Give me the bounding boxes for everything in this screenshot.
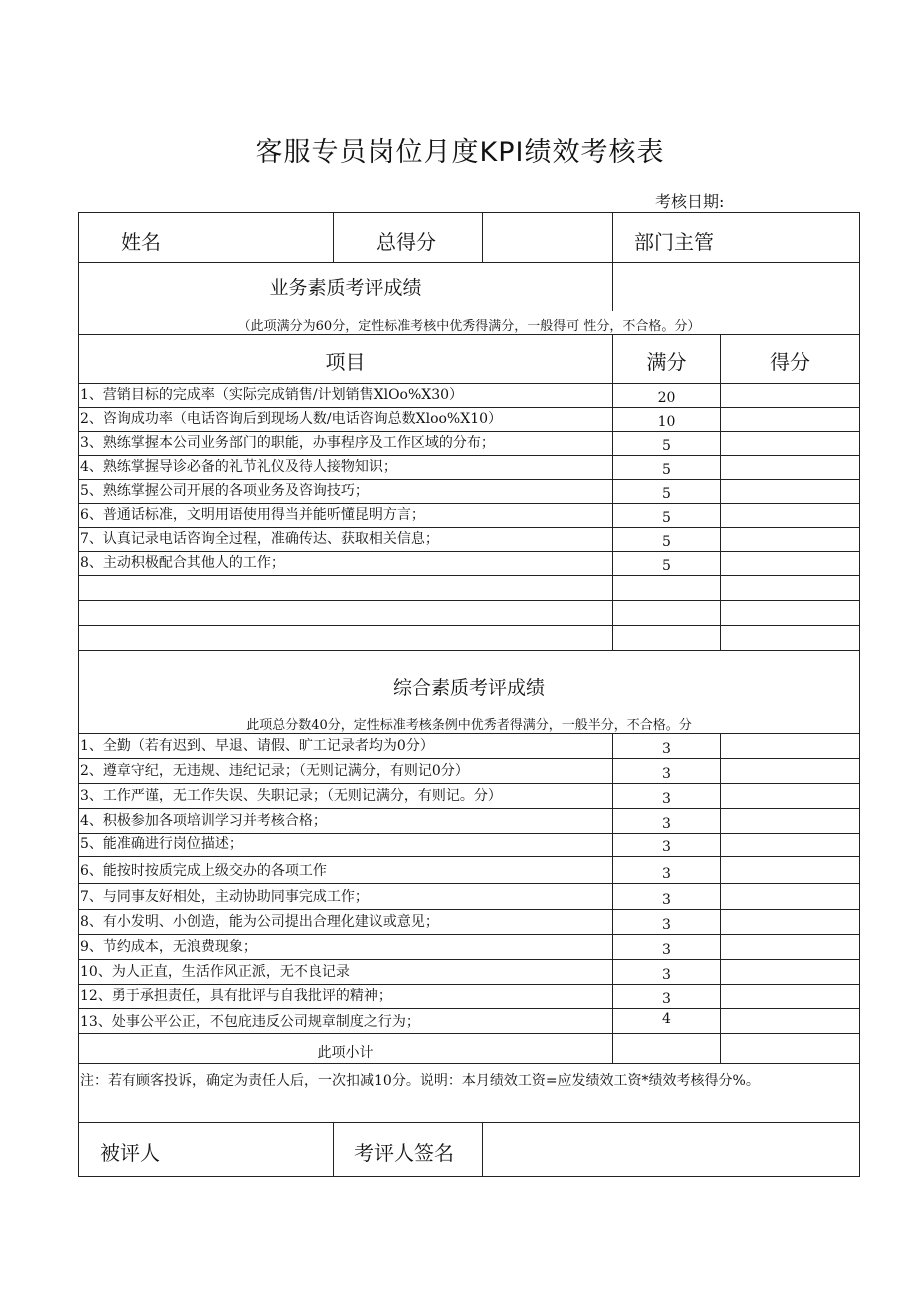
overall-note: 此项总分数40分，定性标准考核条例中优秀者得满分，一般半分，不合格。分: [246, 718, 692, 733]
item-text: 7、认真记录电话咨询全过程，准确传达、获取相关信息；: [80, 531, 439, 547]
item-got-score[interactable]: [720, 935, 859, 959]
item-text: 5、能准确进行岗位描述；: [80, 836, 243, 852]
item-text: 12、勇于承担责任，具有批评与自我批评的精神；: [80, 988, 392, 1004]
item-text: 2、遵章守纪，无违规、违纪记录；（无则记满分，有则记0分）: [80, 763, 469, 779]
table-row: [78, 503, 860, 527]
item-full-score[interactable]: [612, 576, 720, 600]
item-full-score: 5: [612, 480, 720, 503]
item-text[interactable]: [79, 576, 612, 600]
footnote: 注：若有顾客投诉，确定为责任人后，一次扣减10分。说明：本月绩效工资=应发绩效工资*绩效考核得分%。: [80, 1073, 760, 1089]
total-score-value[interactable]: [482, 213, 612, 262]
item-text: 6、能按时按质完成上级交办的各项工作: [80, 863, 327, 879]
signature-row: [78, 1122, 860, 1177]
item-got-score[interactable]: [720, 734, 859, 758]
item-text[interactable]: [79, 601, 612, 625]
item-text: 2、咨询成功率（电话咨询后到现场人数/电话咨询总数Xloo%X10）: [80, 411, 503, 427]
subtotal-full[interactable]: [612, 1034, 720, 1063]
item-text[interactable]: [79, 626, 612, 650]
item-full-score: 3: [612, 910, 720, 934]
item-full-score: 3: [612, 857, 720, 883]
item-text: 1、营销目标的完成率（实际完成销售/计划销售XlOo%X30）: [80, 387, 464, 403]
table-row: [78, 527, 860, 551]
item-full-score: 3: [612, 935, 720, 959]
item-got-score[interactable]: [720, 834, 859, 856]
item-got-score[interactable]: [720, 408, 859, 431]
item-full-score: 3: [612, 960, 720, 984]
table-row: [78, 856, 860, 883]
total-score-label: 总得分: [333, 213, 482, 262]
header-row: [78, 212, 860, 262]
table-row: [78, 733, 860, 758]
item-full-score: 4: [612, 1009, 720, 1033]
item-got-score[interactable]: [720, 960, 859, 984]
item-got-score[interactable]: [720, 504, 859, 527]
item-got-score[interactable]: [720, 857, 859, 883]
table-row: [78, 407, 860, 431]
evaluator-label: 考评人签名: [333, 1123, 482, 1176]
item-got-score[interactable]: [720, 626, 859, 650]
subtotal-row: [78, 1033, 860, 1063]
item-got-score[interactable]: [720, 910, 859, 934]
item-text: 4、熟练掌握导诊必备的礼节礼仪及待人接物知识；: [80, 459, 397, 475]
item-got-score[interactable]: [720, 759, 859, 783]
table-row: [78, 959, 860, 984]
table-row: [78, 808, 860, 833]
page-title: 客服专员岗位月度KPI绩效考核表: [255, 137, 665, 168]
blank-row: [78, 625, 860, 650]
item-text: 13、处事公平公正，不包庇违反公司规章制度之行为；: [80, 1014, 420, 1030]
table-row: [78, 479, 860, 503]
item-full-score[interactable]: [612, 626, 720, 650]
table-row: [78, 783, 860, 808]
column-header-row: [78, 334, 860, 383]
item-text: 6、普通话标准，文明用语使用得当并能听懂昆明方言；: [80, 507, 425, 523]
col-full-label: 满分: [612, 335, 720, 383]
item-full-score: 3: [612, 985, 720, 1008]
overall-section-title: 综合素质考评成绩: [392, 677, 545, 699]
table-row: [78, 833, 860, 856]
item-got-score[interactable]: [720, 985, 859, 1008]
table-row: [78, 934, 860, 959]
business-section-header: [78, 262, 860, 334]
kpi-table: [78, 212, 860, 1177]
item-got-score[interactable]: [720, 552, 859, 575]
manager-label: 部门主管: [612, 213, 859, 262]
item-got-score[interactable]: [720, 384, 859, 407]
business-score-cell[interactable]: [612, 263, 859, 311]
item-got-score[interactable]: [720, 1009, 859, 1033]
item-got-score[interactable]: [720, 784, 859, 808]
item-text: 8、有小发明、小创造，能为公司提出合理化建议或意见；: [80, 914, 439, 930]
item-text: 4、积极参加各项培训学习并考核合格；: [80, 813, 327, 829]
table-row: [78, 383, 860, 407]
item-full-score: 3: [612, 759, 720, 783]
table-row: [78, 551, 860, 575]
item-full-score: 5: [612, 432, 720, 455]
table-row: [78, 455, 860, 479]
item-text: 9、节约成本，无浪费现象；: [80, 939, 257, 955]
table-row: [78, 1008, 860, 1033]
item-got-score[interactable]: [720, 576, 859, 600]
item-got-score[interactable]: [720, 884, 859, 909]
item-full-score: 3: [612, 834, 720, 856]
overall-section-header: [78, 650, 860, 733]
item-full-score: 5: [612, 552, 720, 575]
item-text: 8、主动积极配合其他人的工作；: [80, 555, 285, 571]
item-text: 10、为人正直，生活作风正派，无不良记录: [80, 964, 350, 980]
item-got-score[interactable]: [720, 432, 859, 455]
item-full-score: 3: [612, 784, 720, 808]
item-full-score: 10: [612, 408, 720, 431]
blank-row: [78, 575, 860, 600]
col-got-label: 得分: [720, 335, 859, 383]
evaluatee-label: 被评人: [100, 1141, 160, 1165]
table-row: [78, 883, 860, 909]
footnote-row: [78, 1063, 860, 1122]
item-got-score[interactable]: [720, 528, 859, 551]
item-text: 7、与同事友好相处，主动协助同事完成工作；: [80, 889, 369, 905]
table-row: [78, 758, 860, 783]
item-text: 3、熟练掌握本公司业务部门的职能，办事程序及工作区域的分布；: [80, 435, 495, 451]
item-full-score: 5: [612, 504, 720, 527]
col-item-label: 项目: [325, 350, 366, 374]
item-text: 3、工作严谨，无工作失误、失职记录；（无则记满分，有则记。分）: [80, 788, 502, 804]
item-full-score: 20: [612, 384, 720, 407]
item-got-score[interactable]: [720, 480, 859, 503]
item-full-score: 3: [612, 734, 720, 758]
item-got-score[interactable]: [720, 456, 859, 479]
item-full-score: 3: [612, 809, 720, 833]
table-row: [78, 984, 860, 1008]
date-label: 考核日期:: [655, 192, 725, 211]
subtotal-got[interactable]: [720, 1034, 859, 1063]
item-full-score: 5: [612, 456, 720, 479]
name-label: 姓名: [121, 230, 161, 254]
item-full-score: 3: [612, 884, 720, 909]
blank-row: [78, 600, 860, 625]
item-got-score[interactable]: [720, 601, 859, 625]
item-text: 1、全勤（若有迟到、早退、请假、旷工记录者均为0分）: [80, 738, 434, 754]
item-got-score[interactable]: [720, 809, 859, 833]
item-text: 5、熟练掌握公司开展的各项业务及咨询技巧；: [80, 483, 369, 499]
business-section-title: 业务素质考评成绩: [269, 277, 422, 299]
evaluator-signature-field[interactable]: [482, 1123, 859, 1176]
item-full-score: 5: [612, 528, 720, 551]
table-row: [78, 909, 860, 934]
table-row: [78, 431, 860, 455]
item-full-score[interactable]: [612, 601, 720, 625]
subtotal-label: 此项小计: [317, 1045, 374, 1061]
business-note: （此项满分为60分，定性标准考核中优秀得满分，一般得可 性分，不合格。分）: [237, 319, 701, 334]
